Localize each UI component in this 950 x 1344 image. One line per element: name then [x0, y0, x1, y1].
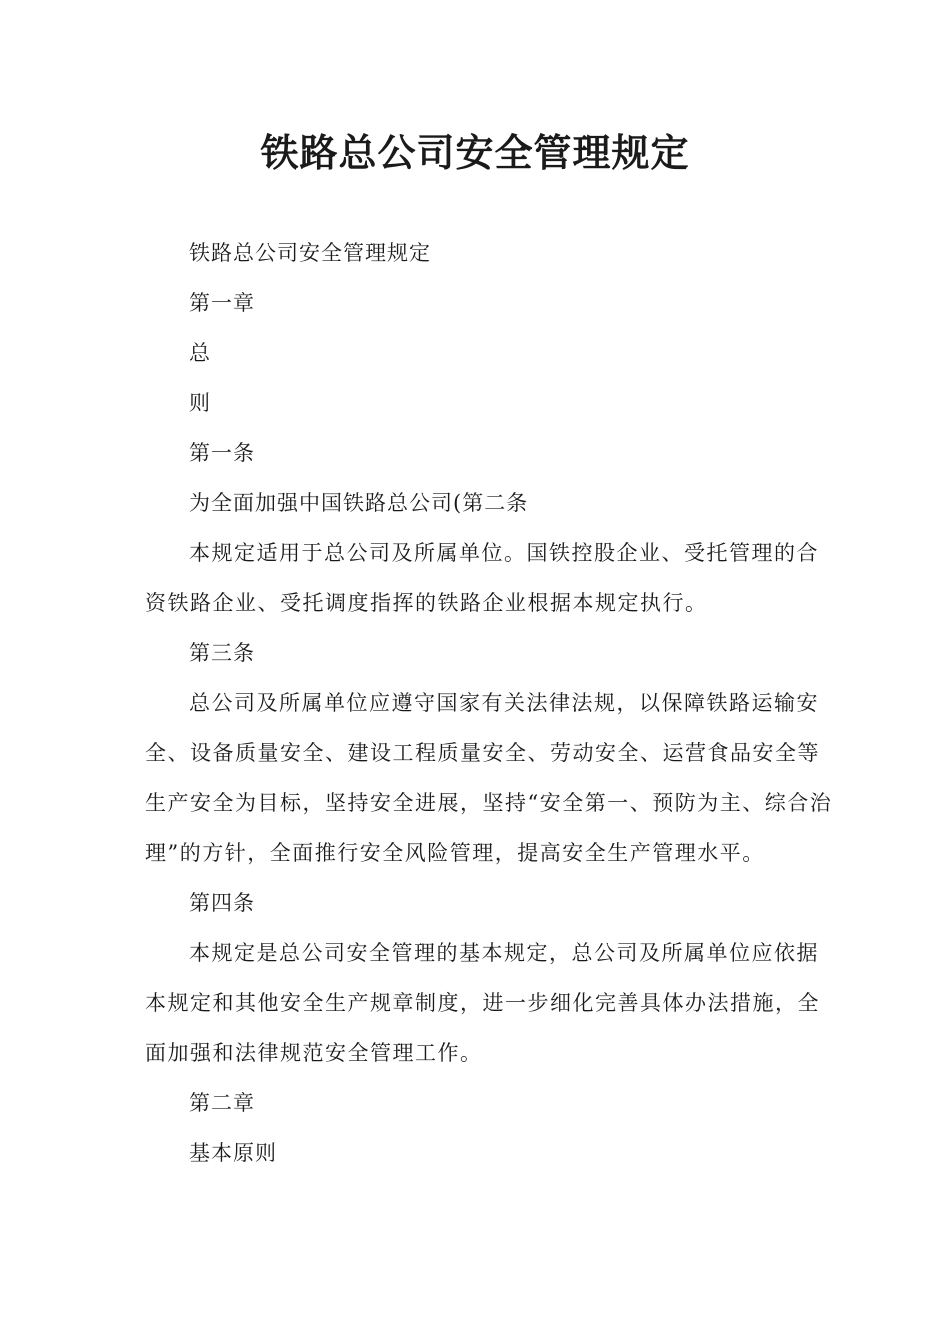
article-text: 为全面加强中国铁路总公司(第二条 [189, 491, 529, 515]
article-text: 本规定是总公司安全管理的基本规定，总公司及所属单位应依据本规定和其他安全生产规章制度，进一步细化完善具体办法措施，全面加强和法律规范安全管理工作。 [145, 941, 820, 1065]
document-body [145, 228, 835, 1178]
chapter-title-part: 总 [189, 341, 211, 365]
article-text: 总公司及所属单位应遵守国家有关法律法规，以保障铁路运输安全、设备质量安全、建设工程质量安全、劳动安全、运营食品安全等生产安全为目标，坚持安全进展，坚持“安全第一、预防为主、综合治理”的方针，全面推行安全风险管理，提高安全生产管理水平。 [145, 691, 833, 865]
paragraph-subtitle: 铁路总公司安全管理规定 [189, 241, 431, 265]
chapter-title: 基本原则 [189, 1141, 277, 1165]
chapter-title-part: 则 [189, 391, 211, 415]
article-heading: 第三条 [189, 641, 255, 665]
article-heading: 第四条 [189, 891, 255, 915]
chapter-heading: 第一章 [189, 291, 255, 315]
document-title: 铁路总公司安全管理规定 [260, 131, 690, 175]
chapter-heading: 第二章 [189, 1091, 255, 1115]
article-text: 本规定适用于总公司及所属单位。国铁控股企业、受托管理的合资铁路企业、受托调度指挥的铁路企业根据本规定执行。 [145, 541, 819, 615]
article-heading: 第一条 [189, 441, 255, 465]
